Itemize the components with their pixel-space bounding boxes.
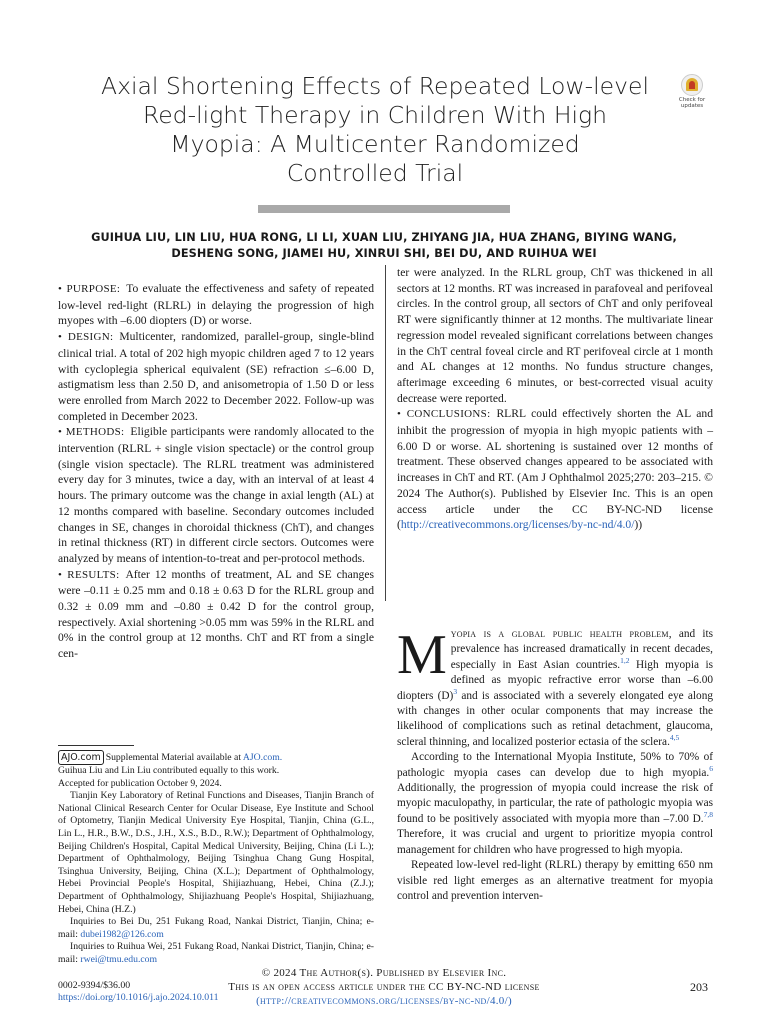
- license-link[interactable]: http://creativecommons.org/licenses/by-nc-nd/4.0/: [400, 518, 635, 532]
- intro-text: Therefore, it was crucial and urgent to prioritize myopia control management for children who have progressed to high myopia.: [397, 828, 713, 856]
- results-label: • RESULTS:: [58, 568, 120, 581]
- methods-label: • METHODS:: [58, 426, 125, 439]
- title-line: Axial Shortening Effects of Repeated Low-level: [101, 72, 649, 100]
- abstract-right-column: [397, 265, 713, 533]
- author-line: DESHENG SONG, JIAMEI HU, XINRUI SHI, BEI DU, AND RUIHUA WEI: [171, 246, 597, 260]
- correspondence-2: [58, 941, 374, 966]
- affiliations: Tianjin Key Laboratory of Retinal Functions and Diseases, Tianjin Branch of National Clinical Research Center for Ocular Disease, Eye Institute and School of Optometry, Tianjin Medical University Eye Hospital, Tianjin, China (G.L., Lin L., H.R., B.W., D.S., J.H., X.S., B.D., R.W.); Department of Ophthalmology, Beijing Children's Hospital, Capital Medical University, Beijing, China (Li L.); Department of Ophthalmology, Beijing Tsinghua Chang Gung Hospital, Tsinghua University, Beijing, China (X.L.); Department of Ophthalmology, Hebei Provincial People's Hospital, Shijiazhuang, Hebei, China (Z.J.); Department of Ophthalmology, Shijiazhuang People's Hospital, Shijiazhuang, Hebei, China (H.Z.): [58, 790, 374, 915]
- author-list: [60, 230, 708, 261]
- design-label: • DESIGN:: [58, 331, 114, 344]
- ajo-logo: AJO.com: [58, 750, 104, 765]
- footnote-separator: [58, 745, 134, 746]
- intro-text: According to the International Myopia Institute, 50% to 70% of pathologic myopia cases can develop due to high myopia.: [397, 751, 713, 779]
- equal-contribution-note: Guihua Liu and Lin Liu contributed equally to this work.: [58, 765, 280, 776]
- conclusions-text: RLRL could effectively shorten the AL and inhibit the progression of myopia in high myopic patients with –6.00 D or worse. AL shortening is sustained over 12 months of treatment. These observed changes appeared to be associated with increases in ChT and RT.: [397, 407, 713, 485]
- correspondence-1: [58, 916, 374, 941]
- results-continued: ter were analyzed. In the RLRL group, ChT was thickened in all sectors at 12 months. RT was increased in parafoveal and perifoveal circles. In the control group, all sectors of ChT and only perifoveal RT were significantly thinner at 12 months. The multivariate linear regression model revealed significant correlations between changes in the ChT central foveal circle and RT perifoveal circle at 1 month and AL changes at 12 months. No fundus structure changes, afterimage exceeding 6 minutes, or best-corrected visual acuity decrease were reported.: [397, 266, 713, 405]
- abstract-methods: [58, 424, 374, 566]
- purpose-text: To evaluate the effectiveness and safety of repeated low-level red-light (RLRL) in delaying the progression of high myopes with –6.00 diopters (D) or worse.: [58, 282, 374, 328]
- methods-text: Eligible participants were randomly allocated to the intervention (RLRL + single vision spectacle) or the control group (single vision spectacle). The RLRL treatment was administered every day for 3 minutes, twice a day, with an interval of at least 4 hours. The primary outcome was the change in axial length (AL) at 12 months compared with baseline. Secondary outcomes included changes in SE, changes in choroidal thickness (ChT), and changes in retinal thickness (RT) in different circle sectors. Outcomes were analyzed by means of intention-to-treat and per-protocol methods.: [58, 425, 374, 565]
- introduction: [397, 624, 713, 904]
- author-line: GUIHUA LIU, LIN LIU, HUA RONG, LI LI, XUAN LIU, ZHIYANG JIA, HUA ZHANG, BIYING WANG,: [91, 231, 677, 244]
- ref-link[interactable]: 1,2: [620, 656, 630, 666]
- abstract-design: [58, 329, 374, 424]
- intro-paragraph: [397, 750, 713, 858]
- abstract-conclusions: [397, 406, 713, 533]
- intro-smallcaps: yopia is a global public health problem,: [450, 628, 672, 640]
- footer-license: [150, 966, 618, 1008]
- email-link[interactable]: rwei@tmu.edu.com: [80, 953, 158, 965]
- intro-paragraph: Repeated low-level red-light (RLRL) therapy by emitting 650 nm visible red light emerges as an alternative treatment for myopia control and prevention interven-: [397, 859, 713, 902]
- abstract-results: [58, 567, 374, 662]
- intro-text: and its prevalence has increased dramatically in recent decades, especially in East Asian countries.: [450, 628, 713, 671]
- supplemental-note: [58, 750, 374, 765]
- ref-link[interactable]: 3: [453, 686, 458, 696]
- article-title: [100, 72, 650, 188]
- ref-link[interactable]: 6: [709, 763, 713, 773]
- intro-text: High myopia is defined as myopic refractive error worse than –6.00 diopters (D): [397, 658, 713, 702]
- citation-text: (Am J Ophthalmol 2025;270: 203–215. © 2024 The Author(s). Published by Elsevier Inc. This is an open access article under the CC BY-NC-ND license (: [397, 471, 713, 532]
- issn: 0002-9394/$36.00: [58, 980, 131, 991]
- correspondence-text: Inquiries to Ruihua Wei, 251 Fukang Road, Nankai District, Tianjin, China; e-mail:: [58, 941, 374, 965]
- open-access-line: This is an open access article under the CC BY-NC-ND license: [228, 981, 540, 993]
- design-text: Multicenter, randomized, parallel-group, single-blind clinical trial. A total of 202 high myopic children aged 7 to 12 years with cycloplegia spherical equivalent (SE) refraction ≤–6.00 D, astigmatism less than 2.50 D, and anisometropia of 1.50 D or less were enrolled from March 2022 to December 2022. Follow-up was completed in December 2023.: [58, 330, 374, 423]
- email-link[interactable]: dubei1982@126.com: [80, 928, 164, 940]
- purpose-label: • PURPOSE:: [58, 283, 121, 295]
- abstract-left-column: [58, 281, 374, 662]
- title-line: Controlled Trial: [286, 159, 464, 187]
- intro-text: Additionally, the progression of myopia could increase the risk of myopic maculopathy, in particular, the rate of pathologic myopia was found to be positively associated with myopia more than –7.00 D.: [397, 782, 713, 825]
- accepted-date: Accepted for publication October 9, 2024.: [58, 777, 222, 789]
- title-line: Red-light Therapy in Children With High: [142, 101, 608, 129]
- intro-paragraph: [397, 624, 713, 750]
- check-for-updates-badge[interactable]: [677, 74, 707, 112]
- license-link[interactable]: (http://creativecommons.org/licenses/by-nc-nd/4.0/): [256, 995, 512, 1007]
- crossmark-icon: [681, 74, 703, 96]
- title-divider: [258, 205, 510, 213]
- title-line: Myopia: A Multicenter Randomized: [170, 130, 580, 158]
- drop-cap: M: [397, 624, 447, 686]
- results-text: After 12 months of treatment, AL and SE changes were –0.11 ± 0.25 mm and 0.18 ± 0.63 D for the RLRL group and 0.32 ± 0.09 mm and –0.80 ± 0.42 D for the control group, respectively. Axial shortening >0.05 mm was 59% in the RLRL and 0% in the control group at 12 months. ChT and RT from a single cen-: [58, 567, 374, 661]
- footnotes: [58, 750, 374, 967]
- ajo-link[interactable]: AJO.com.: [242, 752, 283, 763]
- correspondence-text: Inquiries to Bei Du, 251 Fukang Road, Nankai District, Tianjin, China; e-mail:: [58, 916, 374, 940]
- intro-text: and is associated with a severely elongated eye along with changes in other ocular components that may increase the likelihood of complications such as retinal detachment, glaucoma, scleral thinning, and localized posterior ectasia of the sclera.: [397, 689, 713, 748]
- ref-link[interactable]: 4,5: [669, 733, 680, 743]
- conclusions-label: • CONCLUSIONS:: [397, 408, 491, 421]
- ref-link[interactable]: 7,8: [703, 810, 713, 820]
- column-rule: [385, 265, 386, 601]
- abstract-purpose: [58, 281, 374, 329]
- copyright-line: © 2024 The Author(s). Published by Elsevier Inc.: [261, 967, 507, 979]
- badge-label: Check for updates: [678, 97, 706, 109]
- footer-ids: [58, 980, 219, 1004]
- doi-link[interactable]: https://doi.org/10.1016/j.ajo.2024.10.011: [58, 992, 219, 1003]
- citation-end: )): [634, 518, 643, 532]
- page-number: 203: [690, 980, 708, 994]
- supplemental-text: Supplemental Material available at: [105, 752, 242, 763]
